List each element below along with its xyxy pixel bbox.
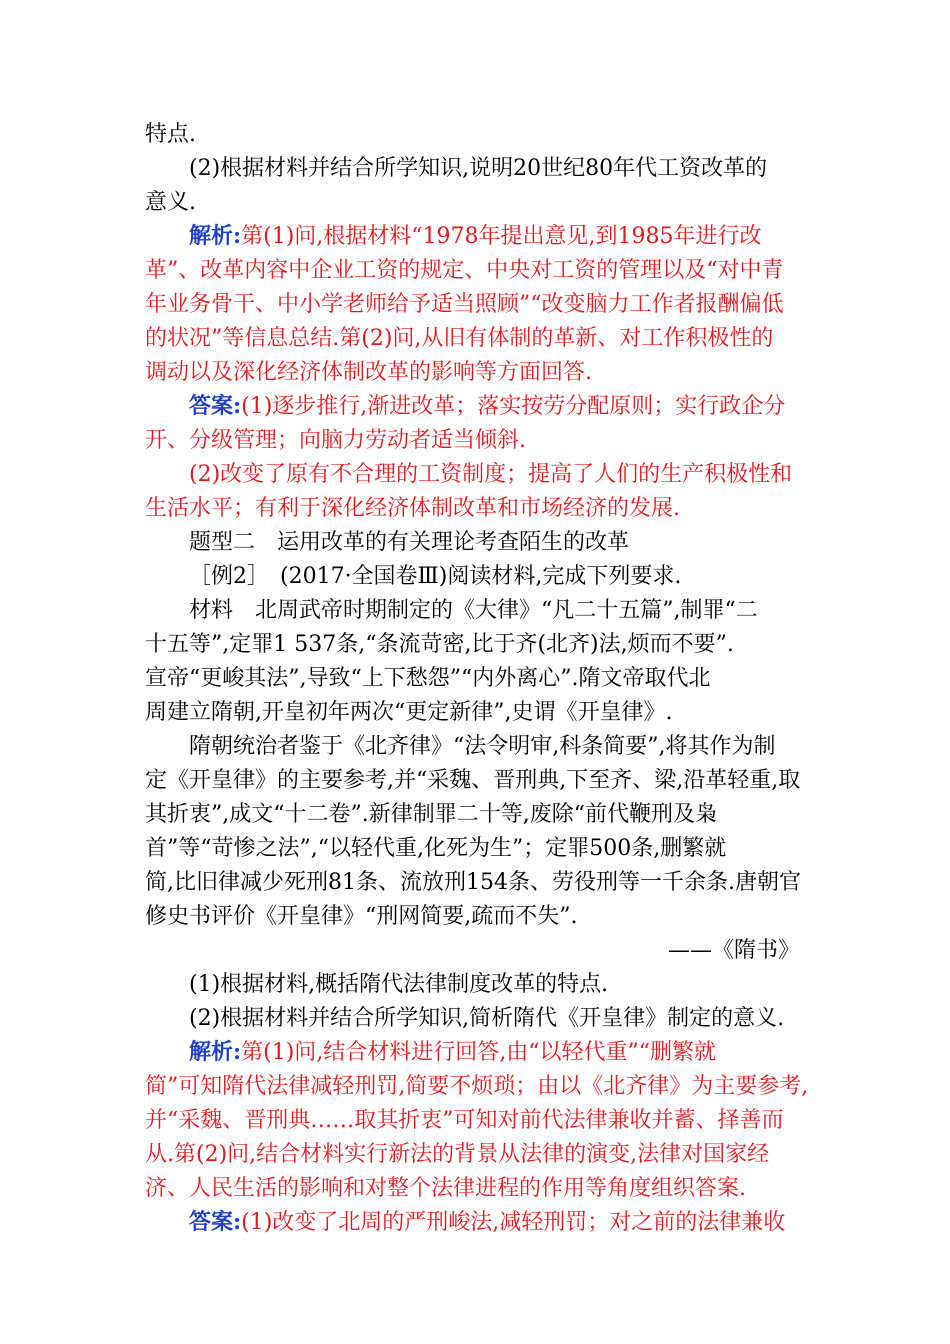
material-line: 十五等”,定罪1 537条,“条流苛密,比于齐(北齐)法,烦而不要”. [145,632,734,657]
answer-line: 生活水平；有利于深化经济体制改革和市场经济的发展. [145,496,680,521]
analysis-line: 的状况”等信息总结.第(2)问,从旧有体制的革新、对工作积极性的 [145,326,774,351]
answer-label: 答案: [189,1209,242,1235]
answer-line: 答案:(1)改变了北周的严刑峻法,减轻刑罚；对之前的法律兼收 [189,1209,786,1235]
text-line: 意义. [145,190,196,215]
example-heading: ［例2］ (2017·全国卷Ⅲ)阅读材料,完成下列要求. [189,564,682,589]
analysis-line: 简”可知隋代法律减轻刑罚,简要不烦琐；由以《北齐律》为主要参考, [145,1074,809,1099]
analysis-line: 调动以及深化经济体制改革的影响等方面回答. [145,360,592,385]
answer-line: 答案:(1)逐步推行,渐进改革；落实按劳分配原则；实行政企分 [189,393,786,419]
analysis-line: 年业务骨干、中小学老师给予适当照顾”“改变脑力工作者报酬偏低 [145,292,784,317]
material-line: 其折衷”,成文“十二卷”.新律制罪二十等,废除“前代鞭刑及枭 [145,802,717,827]
analysis-label: 解析: [189,1039,242,1065]
material-line: 材料 北周武帝时期制定的《大律》“凡二十五篇”,制罪“二 [189,598,758,623]
source-citation: ——《隋书》 [667,938,800,963]
section-heading: 题型二 运用改革的有关理论考查陌生的改革 [189,530,630,555]
analysis-line: 从.第(2)问,结合材料实行新法的背景从法律的演变,法律对国家经 [145,1142,770,1167]
answer-line: (2)改变了原有不合理的工资制度；提高了人们的生产积极性和 [189,462,793,487]
analysis-label: 解析: [189,223,242,249]
question-2-line: (2)根据材料并结合所学知识,简析隋代《开皇律》制定的意义. [189,1006,785,1031]
material-line: 宣帝“更峻其法”,导致“上下愁怨”“内外离心”.隋文帝取代北 [145,666,711,691]
analysis-line: 革”、改革内容中企业工资的规定、中央对工资的管理以及“对中青 [145,258,784,283]
material-line: 简,比旧律减少死刑81条、流放刑154条、劳役刑等一千余条.唐朝官 [145,870,801,895]
answer-line: 开、分级管理；向脑力劳动者适当倾斜. [145,428,526,453]
material-line: 定《开皇律》的主要参考,并“采魏、晋刑典,下至齐、梁,沿革轻重,取 [145,768,801,793]
analysis-line: 解析:第(1)问,结合材料进行回答,由“以轻代重”“删繁就 [189,1039,717,1065]
question-2-line: (2)根据材料并结合所学知识,说明20世纪80年代工资改革的 [189,156,768,181]
material-line: 周建立隋朝,开皇初年两次“更定新律”,史谓《开皇律》. [145,700,673,725]
material-line: 修史书评价《开皇律》“刑网简要,疏而不失”. [145,904,578,929]
question-1-line: (1)根据材料,概括隋代法律制度改革的特点. [189,972,609,997]
analysis-line: 并“采魏、晋刑典……取其折衷”可知对前代法律兼收并蓄、择善而 [145,1108,784,1133]
analysis-line: 济、人民生活的影响和对整个法律进程的作用等角度组织答案. [145,1176,746,1201]
analysis-line: 解析:第(1)问,根据材料“1978年提出意见,到1985年进行改 [189,223,762,249]
text-line: 特点. [145,122,196,147]
material-line: 隋朝统治者鉴于《北齐律》“法令明审,科条简要”,将其作为制 [189,734,776,759]
answer-label: 答案: [189,393,242,419]
material-line: 首”等“苛惨之法”,“以轻代重,化死为生”；定罪500条,删繁就 [145,836,727,861]
